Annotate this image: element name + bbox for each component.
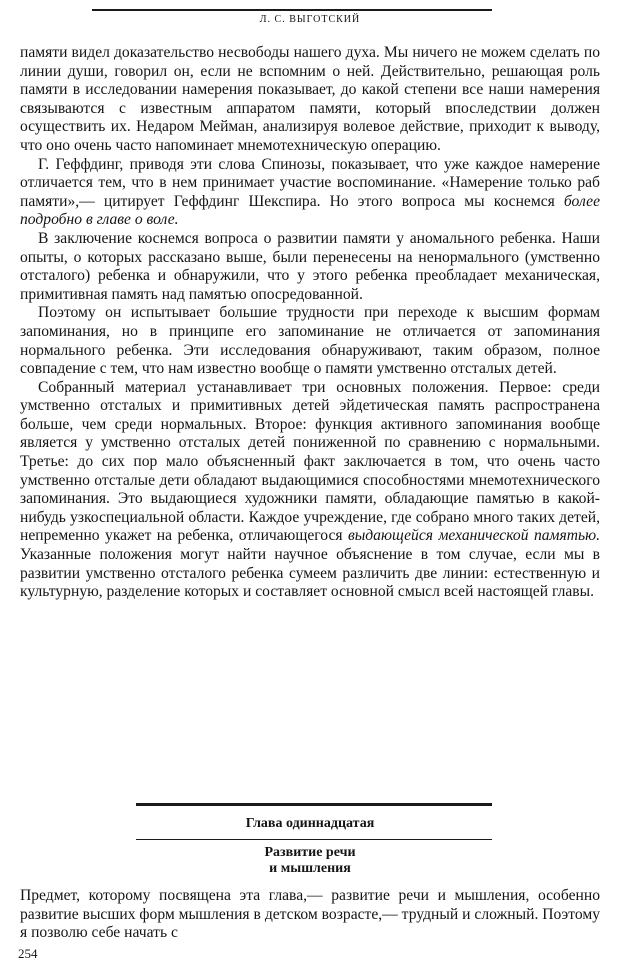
paragraph-4: Поэтому он испытывает большие трудности при переходе к высшим формам запоминания, но в принципе его запоминание не отличается от запоминания нормального ребенка. Эти исследования обнаруживают, таким образом, полное совпадение с тем, что нам известно вообще о памяти умственно отсталых детей. [20,304,600,378]
paragraph-5-text-b: Указанные положения могут найти научное объяснение в том случае, если мы в развитии умственно отсталого ребенка сумеем различить две линии: естественную и культурную, разделение которых и составляет основной смысл всей настоящей главы. [20,546,600,601]
paragraph-2-italic: более подробно в главе о воле. [20,192,600,229]
chapter-label: Глава одиннадцатая [245,816,375,831]
body-text [20,44,600,602]
chapter-title-line-1: Развитие речи [264,845,356,860]
chapter-rule-top [136,803,492,806]
page-number: 254 [18,946,38,961]
paragraph-5-text-a: Собранный материал устанавливает три основных положения. Первое: среди умственно отсталых и примитивных детей эйдетическая память распространена больше, чем среди нормальных. Второе: функция активного запоминания вообще является у умственно отсталых детей пониженной по сравнению с нормальными. Третье: до сих пор мало объясненный факт заключается в том, что очень часто умственно отсталые дети обладают выдающимися способностями мнемотехнического запоминания. Это выдающиеся художники памяти, обладающие памятью в какой-нибудь узкоспециальной области. Каждое учреждение, где собрано много таких детей, непременно укажет на ребенка, отличающегося [20,378,600,545]
paragraph-2 [20,156,600,230]
chapter-rule-bottom [136,839,492,840]
chapter-opening-text: Предмет, которому посвящена эта глава,— развитие речи и мышления, особенно развитие высших форм мышления в детском возрасте,— трудный и сложный. Поэтому я позволю себе начать с [20,887,600,942]
paragraph-3: В заключение коснемся вопроса о развитии памяти у аномального ребенка. Наши опыты, о которых рассказано выше, были перенесены на ненормального (умственно отсталого) ребенка и обнаружили, что у этого ребенка преобладает механическая, примитивная память над памятью опосредованной. [20,229,600,303]
running-head: Л. С. ВЫГОТСКИЙ [259,14,361,25]
paragraph-1: памяти видел доказательство несвободы нашего духа. Мы ничего не можем сделать по линии души, говорил он, если не вспомним о ней. Действительно, решающая роль памяти в исследовании намерения показывает, до какой степени все наши намерения связываются с известным аппаратом памяти, который впоследствии должен осуществить их. Недаром Мейман, анализируя волевое действие, приходит к выводу, что оно очень часто напоминает мнемотехническую операцию. [20,44,600,154]
header-rule [92,9,492,11]
chapter-title-line-2: и мышления [269,861,351,876]
chapter-opening [20,887,600,943]
chapter-title [0,845,620,877]
paragraph-5 [20,379,600,602]
paragraph-5-italic: выдающейся механической памятью. [347,527,600,545]
paragraph-2-text: Г. Геффдинг, приводя эти слова Спинозы, показывает, что уже каждое намерение отличается тем, что в нем принимает участие воспоминание. «Намерение только раб памяти»,— цитирует Геффдинг Шекспира. Но этого вопроса мы коснемся [20,155,600,210]
